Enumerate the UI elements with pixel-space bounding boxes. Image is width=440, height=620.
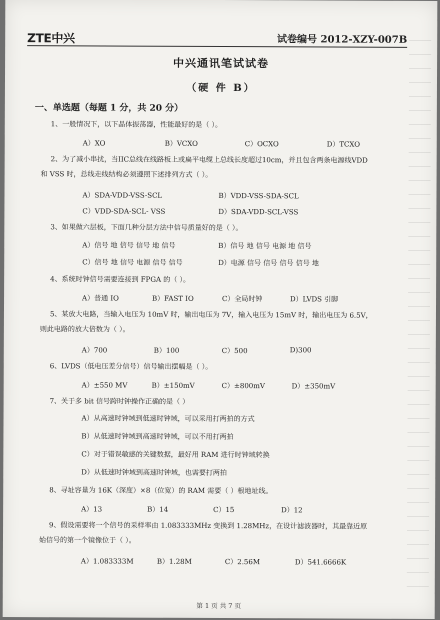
question-stem: 4、系统时钟信号需要连接到 FPGA 的（ ）。 bbox=[50, 275, 190, 284]
option-b: B）100 bbox=[153, 346, 180, 355]
bleed-through-shadow bbox=[407, 31, 431, 591]
question-stem: 8、寻址容量为 16K（深度）×8（位宽）的 RAM 需要（ ）根地址线。 bbox=[49, 486, 273, 496]
question-4-options bbox=[82, 293, 406, 306]
question-5 bbox=[39, 307, 402, 339]
option-b: B）信号 地 信号 电源 地 信号 bbox=[218, 241, 312, 251]
question-7-option-b bbox=[81, 431, 405, 444]
option-c: C）±800mV bbox=[221, 382, 265, 391]
option-c: C）信号 地 信号 电源 信号 信号 bbox=[82, 258, 183, 267]
option-c: C）全局时钟 bbox=[222, 295, 263, 304]
question-stem: 6、LVDS（低电压差分信号）信号输出摆幅是（ ）。 bbox=[49, 362, 213, 371]
question-stem: 5、某放大电路，当输入电压为 10mV 时，输出电压为 7V，输入电压为 15mV 时，输出电压为 6.5V， bbox=[49, 310, 373, 320]
question-stem: 7、关于多 bit 信号跨时钟操作正确的是（ ） bbox=[49, 397, 190, 406]
page-footer: 第 1 页 共 7 页 bbox=[196, 601, 242, 611]
option-d: D)300 bbox=[289, 346, 312, 355]
option-b: B）从低速时钟域到高速时钟域，可以不用打两拍 bbox=[81, 432, 234, 442]
paper-number: 试卷编号 2012-XZY-007B bbox=[277, 34, 408, 46]
question-4 bbox=[50, 272, 402, 289]
question-8-options bbox=[81, 504, 405, 517]
option-a: A）XO bbox=[82, 139, 106, 148]
option-c: C）对于错误敏感的关键数据，最好用 RAM 进行时钟域转换 bbox=[81, 450, 270, 460]
option-a: A）±550 MV bbox=[81, 381, 128, 390]
question-2-options-row-2 bbox=[82, 206, 406, 219]
question-stem-continued: 和 VSS 时，总线走线结构必须遵照下述排列方式（ ）。 bbox=[40, 170, 213, 179]
zte-logo: ZTE中兴 bbox=[27, 31, 75, 46]
option-d: D）电源 信号 信号 信号 信号 地 bbox=[218, 258, 319, 268]
option-c: C）2.56M bbox=[224, 558, 261, 567]
question-5-options bbox=[82, 345, 406, 358]
option-b: B）VCXO bbox=[164, 139, 198, 148]
question-stem: 1、一般情况下，以下晶体振荡器，性能最好的是（ ）。 bbox=[50, 120, 223, 130]
question-1 bbox=[51, 117, 403, 134]
question-stem-continued: 始信号的第一个镜像位于（ ）。 bbox=[38, 536, 136, 545]
exam-title: 中兴通讯笔试试卷 bbox=[173, 56, 270, 71]
option-b: B）14 bbox=[147, 505, 169, 514]
option-b: B）1.28M bbox=[156, 557, 192, 566]
question-8 bbox=[49, 483, 401, 500]
option-a: A）普通 IO bbox=[82, 294, 119, 303]
option-b: B）FAST IO bbox=[152, 294, 194, 303]
option-d: D）12 bbox=[281, 506, 303, 515]
question-stem-continued: 则此电路的放大倍数为（ ）。 bbox=[39, 325, 130, 334]
option-a: A）从高速时钟域到低速时钟域，可以采用打两拍的方式 bbox=[81, 414, 255, 424]
option-c: C）VDD-SDA-SCL- VSS bbox=[82, 207, 166, 216]
question-9 bbox=[38, 518, 401, 550]
page-header bbox=[27, 29, 407, 45]
question-7-option-d bbox=[81, 467, 405, 480]
option-c: C）500 bbox=[221, 347, 248, 356]
question-stem: 2、为了减小串扰，当IIC总线在线路板上或扁平电缆上总线长度超过10cm，并且包含两条电源线VDD bbox=[50, 155, 368, 165]
exam-subtitle: （硬 件 B） bbox=[186, 82, 256, 95]
option-a: A）信号 地 信号 信号 地 信号 bbox=[82, 241, 176, 250]
question-2-options-row-1 bbox=[82, 190, 406, 203]
question-7-option-c bbox=[81, 449, 405, 462]
option-a: A）1.083333M bbox=[80, 557, 134, 566]
section-title: 一、单选题（每题 1 分，共 20 分） bbox=[34, 103, 184, 114]
option-d: D）TCXO bbox=[326, 140, 360, 149]
option-a: A）700 bbox=[81, 346, 108, 355]
question-1-options bbox=[83, 138, 407, 151]
question-6 bbox=[50, 359, 402, 376]
option-a: A）SDA-VDD-VSS-SCL bbox=[82, 191, 163, 200]
option-c: C）OCXO bbox=[244, 140, 279, 149]
question-7-option-a bbox=[81, 413, 405, 426]
question-2 bbox=[40, 152, 403, 184]
question-3-options-row-1 bbox=[82, 240, 406, 253]
question-6-options bbox=[82, 380, 406, 393]
option-c: C）15 bbox=[213, 505, 235, 515]
question-9-options bbox=[81, 556, 405, 569]
option-d: D）从低速时钟域到高速时钟域，也需要打两拍 bbox=[81, 468, 227, 478]
option-d: D）SDA-VDD-SCL-VSS bbox=[218, 207, 299, 217]
question-7 bbox=[50, 394, 402, 411]
question-stem: 9、假设需要将一个信号的采样率由 1.083333MHz 变换到 1.28MHz，在设计滤波器时，其最靠近原 bbox=[49, 521, 368, 531]
question-3-options-row-2 bbox=[82, 257, 406, 270]
option-d: D）±350mV bbox=[291, 382, 336, 391]
exam-paper bbox=[3, 0, 438, 619]
option-d: D）LVDS 引脚 bbox=[290, 295, 339, 304]
option-a: A）13 bbox=[81, 505, 103, 514]
option-b: B）±150mV bbox=[151, 381, 195, 390]
option-d: D）541.6666K bbox=[294, 558, 347, 567]
question-3 bbox=[50, 220, 402, 237]
option-b: B）VDD-VSS-SDA-SCL bbox=[218, 191, 299, 201]
question-stem: 3、如果做六层板，下面几种分层方法中信号质量好的是（ ）。 bbox=[50, 223, 243, 233]
